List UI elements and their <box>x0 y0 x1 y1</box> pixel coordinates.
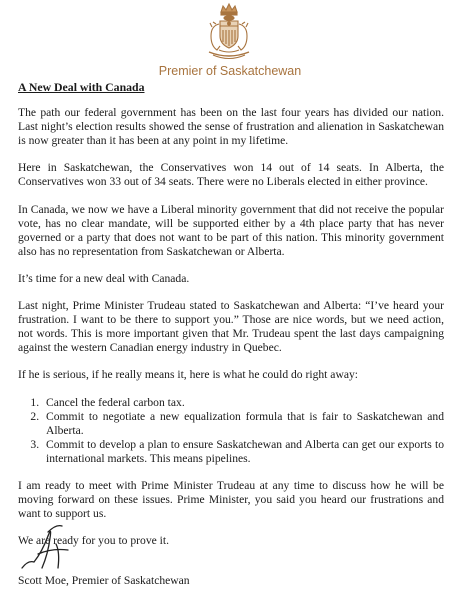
paragraph: The path our federal government has been on the last four years has divided our nation. Last night’s election results showed the sense of frustration and alienation in Saskatchewan is now greater than it has been at any point in my lifetime. <box>18 106 444 148</box>
paragraph: In Canada, we now we have a Liberal minority government that did not receive the popular vote, has no clear mandate, will be supported either by a 4th place party that has never governed or a party that does not want to be part of this nation. This minority government also has no representation from Saskatchewan or Alberta. <box>18 202 444 258</box>
list-item: 3. Commit to develop a plan to ensure Saskatchewan and Alberta can get our exports to international markets. This means pipelines. <box>42 438 444 466</box>
saskatchewan-crest-icon <box>201 2 257 64</box>
letter-body <box>18 80 444 561</box>
paragraph: It’s time for a new deal with Canada. <box>18 271 190 285</box>
letterhead-title: Premier of Saskatchewan <box>158 64 302 78</box>
paragraph: If he is serious, if he really means it, here is what he could do right away: <box>18 368 358 382</box>
list-item: 2. Commit to negotiate a new equalization formula that is fair to Saskatchewan and Alberta. <box>42 410 444 438</box>
paragraph: I am ready to meet with Prime Minister Trudeau at any time to discuss how he will be moving forward on these issues. Prime Minister, you said you heard our frustrations and want to support us. <box>18 478 444 521</box>
signoff: Scott Moe, Premier of Saskatchewan <box>18 574 190 587</box>
list-item: 1. Cancel the federal carbon tax. <box>42 396 444 410</box>
paragraph: We are ready for you to prove it. <box>18 534 170 548</box>
signature-icon <box>18 522 98 572</box>
letter-title: A New Deal with Canada <box>18 80 145 94</box>
demands-list <box>18 396 444 466</box>
paragraph: Here in Saskatchewan, the Conservatives won 14 out of 14 seats. In Alberta, the Conservatives won 33 out of 34 seats. There were no Liberals elected in either province. <box>18 161 444 189</box>
paragraph: Last night, Prime Minister Trudeau stated to Saskatchewan and Alberta: “I’ve heard your frustration. I want to be there to support you.” Those are nice words, but we need action, not words. This is more important given that Mr. Trudeau spent the last days campaigning against the western Canadian energy industry in Quebec. <box>18 299 444 355</box>
